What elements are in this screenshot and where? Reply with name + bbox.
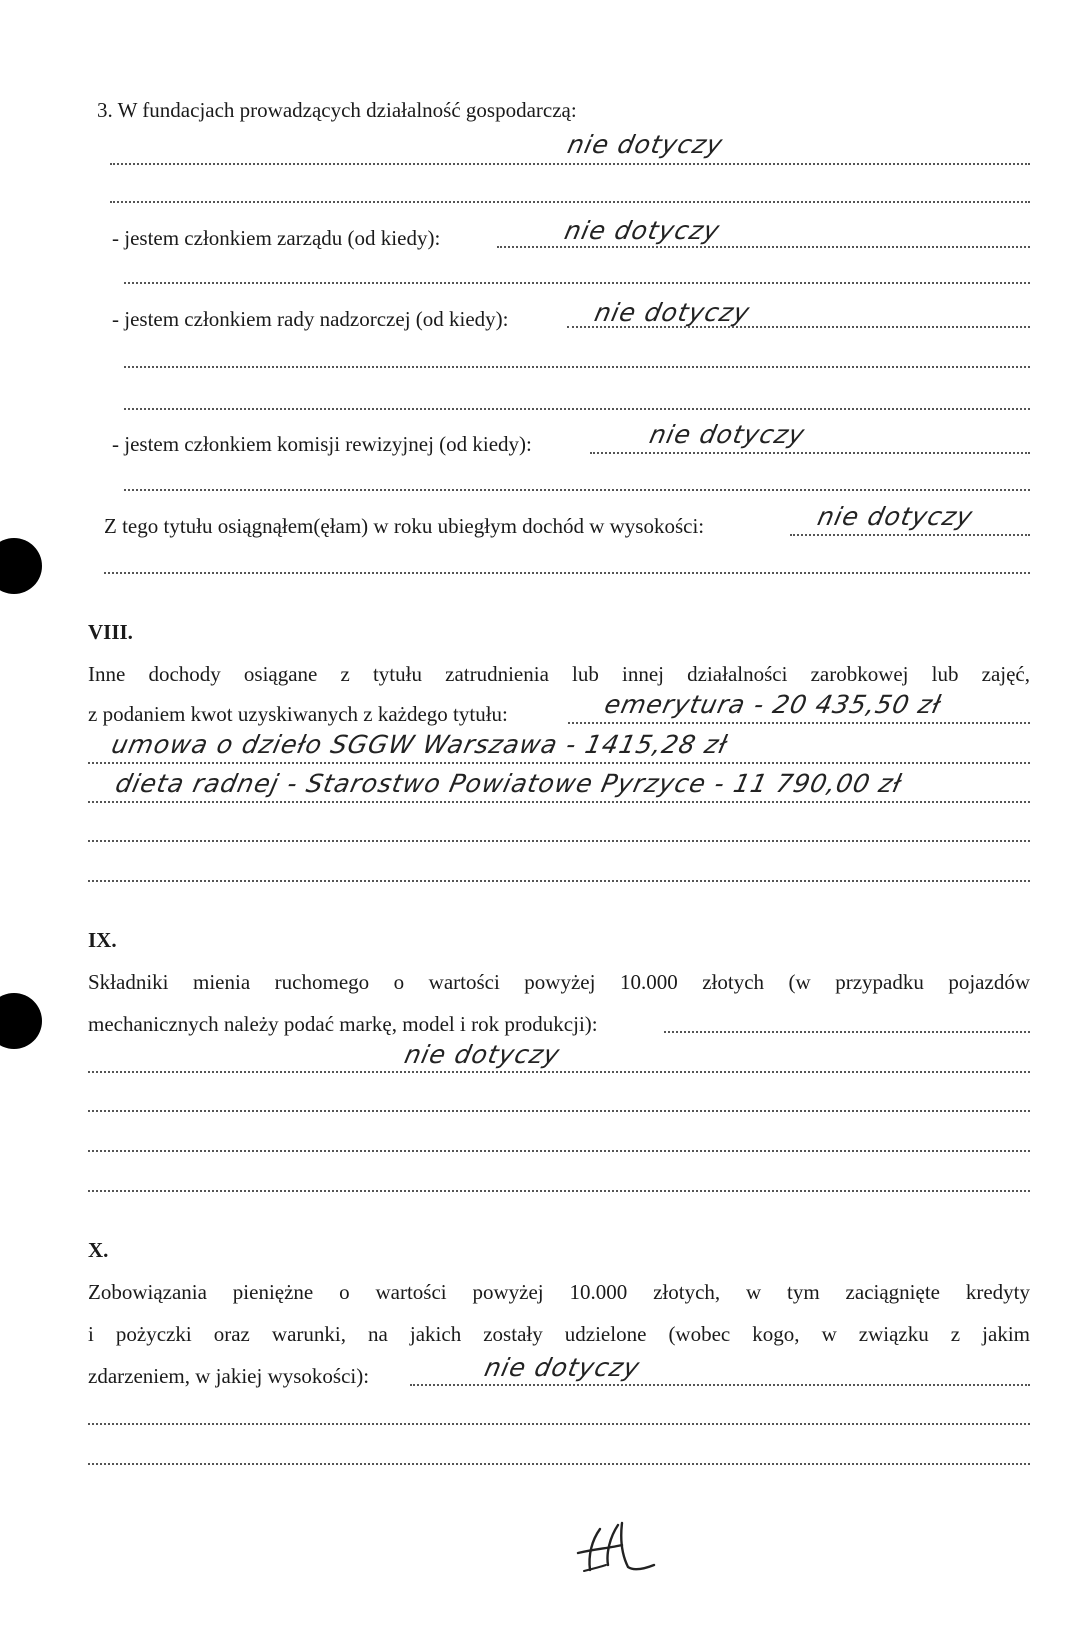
section9-text-line1: Składniki mienia ruchomego o wartości powyżej 10.000 złotych (w przypadku pojazdów: [88, 970, 1030, 994]
fill-line: [110, 201, 1030, 203]
fill-line: [88, 840, 1030, 842]
fill-line: [497, 246, 1030, 248]
handwritten-answer: nie dotyczy: [646, 420, 808, 449]
fill-line: [88, 880, 1030, 882]
fill-line: [124, 366, 1030, 368]
handwritten-answer: nie dotyczy: [481, 1353, 643, 1382]
fill-line: [664, 1031, 1030, 1033]
fill-line: [88, 801, 1030, 803]
fill-line: [590, 452, 1030, 454]
foundation-intro: 3. W fundacjach prowadzących działalność gospodarczą:: [97, 98, 577, 122]
fill-line: [88, 1190, 1030, 1192]
section10-text-line3: zdarzeniem, w jakiej wysokości):: [88, 1364, 370, 1388]
fill-line: [124, 489, 1030, 491]
supervisory-label: - jestem członkiem rady nadzorczej (od kiedy):: [112, 307, 509, 331]
income-label: Z tego tytułu osiągnąłem(ęłam) w roku ubiegłym dochód w wysokości:: [104, 514, 705, 538]
fill-line: [88, 1423, 1030, 1425]
fill-line: [124, 408, 1030, 410]
section9-text-line2: mechanicznych należy podać markę, model i rok produkcji):: [88, 1012, 598, 1036]
fill-line: [104, 572, 1030, 574]
handwritten-answer: nie dotyczy: [401, 1040, 563, 1069]
fill-line: [88, 1150, 1030, 1152]
section-heading-x: X.: [88, 1238, 109, 1262]
punch-hole: [0, 993, 42, 1049]
handwritten-answer: nie dotyczy: [591, 298, 753, 327]
section-heading-viii: VIII.: [88, 620, 133, 644]
handwritten-income-pension: emerytura - 20 435,50 zł: [601, 690, 944, 719]
fill-line: [88, 762, 1030, 764]
fill-line: [110, 163, 1030, 165]
fill-line: [124, 282, 1030, 284]
handwritten-answer: nie dotyczy: [561, 216, 723, 245]
fill-line: [410, 1384, 1030, 1386]
punch-hole: [0, 538, 42, 594]
signature-initials-icon: [570, 1515, 660, 1585]
handwritten-income-contract: umowa o dzieło SGGW Warszawa - 1415,28 zł: [108, 730, 731, 759]
fill-line: [790, 534, 1030, 536]
section8-text-line1: Inne dochody osiągane z tytułu zatrudnienia lub innej działalności zarobkowej lub zajęć,: [88, 662, 1030, 686]
section-heading-ix: IX.: [88, 928, 117, 952]
fill-line: [88, 1071, 1030, 1073]
fill-line: [88, 1463, 1030, 1465]
section10-text-line1: Zobowiązania pieniężne o wartości powyżej 10.000 złotych, w tym zaciągnięte kredyty: [88, 1280, 1030, 1304]
handwritten-answer: nie dotyczy: [564, 130, 726, 159]
fill-line: [88, 1110, 1030, 1112]
board-member-label: - jestem członkiem zarządu (od kiedy):: [112, 226, 441, 250]
audit-committee-label: - jestem członkiem komisji rewizyjnej (od kiedy):: [112, 432, 532, 456]
handwritten-income-council-diet: dieta radnej - Starostwo Powiatowe Pyrzyce - 11 790,00 zł: [112, 769, 905, 798]
section10-text-line2: i pożyczki oraz warunki, na jakich zostały udzielone (wobec kogo, w związku z jakim: [88, 1322, 1030, 1346]
section8-text-line2: z podaniem kwot uzyskiwanych z każdego tytułu:: [88, 702, 508, 726]
fill-line: [568, 722, 1030, 724]
handwritten-answer: nie dotyczy: [814, 502, 976, 531]
